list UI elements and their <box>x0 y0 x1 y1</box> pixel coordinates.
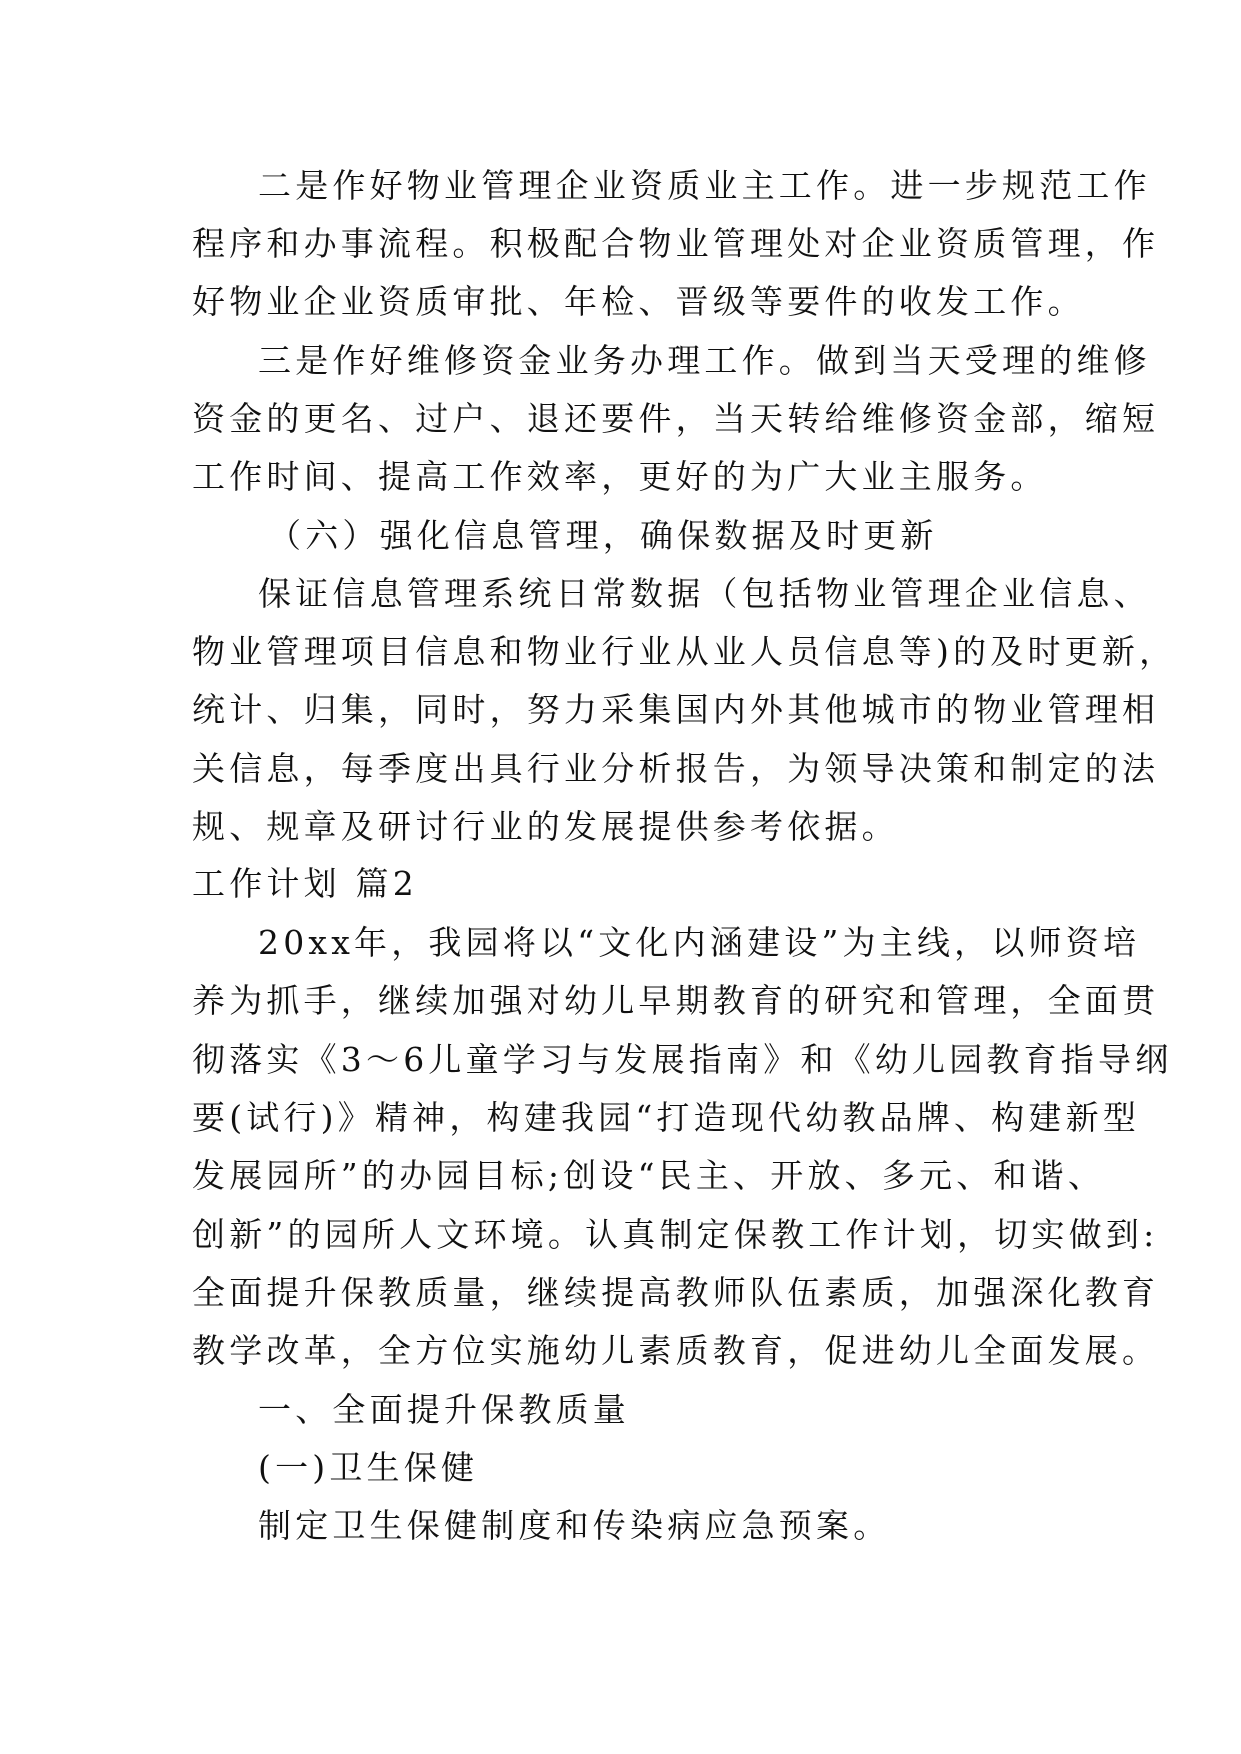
section-heading: （六）强化信息管理，确保数据及时更新 <box>268 516 938 555</box>
section-heading: 一、全面提升保教质量 <box>258 1390 630 1429</box>
paragraph-line: 程序和办事流程。积极配合物业管理处对企业资质管理，作 <box>192 224 1160 263</box>
subsection-heading: (一)卫生保健 <box>258 1448 479 1487</box>
chapter-heading: 工作计划 篇2 <box>192 864 418 903</box>
paragraph-line: 教学改革，全方位实施幼儿素质教育，促进幼儿全面发展。 <box>192 1331 1160 1370</box>
paragraph-line: 要(试行)》精神，构建我园“打造现代幼教品牌、构建新型 <box>192 1098 1141 1137</box>
paragraph-line: 好物业企业资质审批、年检、晋级等要件的收发工作。 <box>192 282 1085 321</box>
paragraph-line: 全面提升保教质量，继续提高教师队伍素质，加强深化教育 <box>192 1273 1160 1312</box>
paragraph-line: 工作时间、提高工作效率，更好的为广大业主服务。 <box>192 457 1048 496</box>
paragraph-line: 物业管理项目信息和物业行业从业人员信息等)的及时更新， <box>192 632 1177 671</box>
paragraph-line: 20xx年，我园将以“文化内涵建设”为主线，以师资培 <box>258 923 1141 962</box>
paragraph-line: 养为抓手，继续加强对幼儿早期教育的研究和管理，全面贯 <box>192 981 1160 1020</box>
paragraph-line: 保证信息管理系统日常数据（包括物业管理企业信息、 <box>258 574 1151 613</box>
paragraph-line: 制定卫生保健制度和传染病应急预案。 <box>258 1506 891 1545</box>
paragraph-line: 发展园所”的办园目标;创设“民主、开放、多元、和谐、 <box>192 1156 1106 1195</box>
paragraph-line: 统计、归集，同时，努力采集国内外其他城市的物业管理相 <box>192 690 1160 729</box>
paragraph-line: 二是作好物业管理企业资质业主工作。进一步规范工作 <box>258 166 1151 205</box>
paragraph-line: 三是作好维修资金业务办理工作。做到当天受理的维修 <box>258 341 1151 380</box>
paragraph-line: 创新”的园所人文环境。认真制定保教工作计划，切实做到: <box>192 1215 1159 1254</box>
paragraph-line: 规、规章及研讨行业的发展提供参考依据。 <box>192 807 899 846</box>
paragraph-line: 彻落实《3～6儿童学习与发展指南》和《幼儿园教育指导纲 <box>192 1040 1173 1079</box>
paragraph-line: 资金的更名、过户、退还要件，当天转给维修资金部，缩短 <box>192 399 1160 438</box>
paragraph-line: 关信息，每季度出具行业分析报告，为领导决策和制定的法 <box>192 749 1160 788</box>
